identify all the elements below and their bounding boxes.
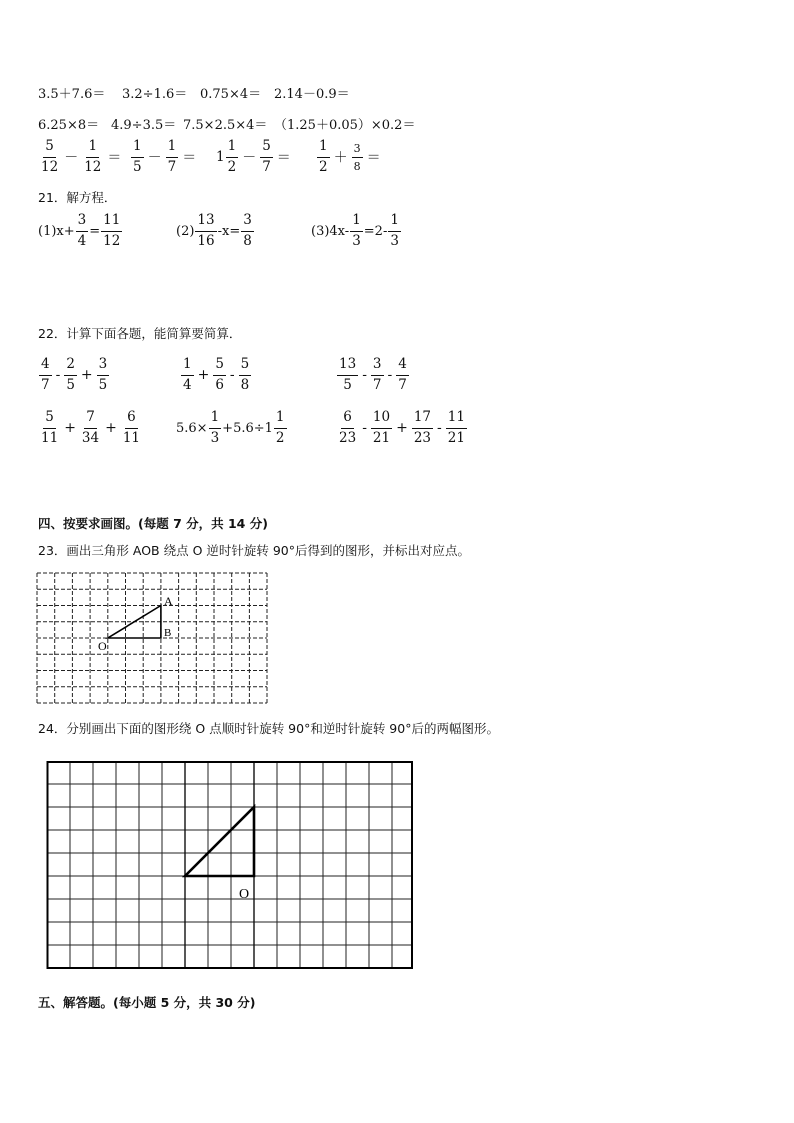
- fraction-calc: [316, 140, 384, 174]
- expression: [38, 411, 143, 445]
- operator: +: [80, 367, 93, 383]
- point-label-o: O: [239, 887, 250, 902]
- expression: [180, 358, 252, 392]
- fraction: $\frac{1}{3}$: [352, 212, 361, 249]
- fraction: $\frac{13}{16}$: [197, 212, 215, 249]
- calc-item: 6.25×8＝: [38, 118, 100, 133]
- calc-item: 4.9÷3.5＝: [111, 118, 177, 133]
- fraction: $\frac{3}{5}$: [98, 356, 108, 393]
- calc-item: 0.75×4＝: [200, 87, 262, 102]
- fraction: $\frac{10}{21}$: [372, 409, 391, 446]
- fraction: $\frac{1}{5}$: [133, 138, 142, 175]
- calc-item: 2.14－0.9＝: [274, 87, 350, 102]
- fraction: $\frac{11}{12}$: [103, 212, 121, 249]
- fraction: $\frac{1}{2}$: [319, 138, 328, 175]
- fraction: $\frac{1}{7}$: [167, 138, 177, 175]
- solid-grid-figure: [46, 760, 416, 972]
- equation-text: (1)x+: [38, 223, 75, 239]
- equation-text: =: [89, 223, 101, 239]
- equals: ＝: [366, 150, 381, 166]
- fraction: $\frac{5}{6}$: [215, 356, 224, 393]
- operator: ＋: [333, 150, 348, 166]
- equation-2: [176, 214, 255, 248]
- fraction: $\frac{5}{11}$: [41, 409, 59, 446]
- expression-text: +5.6÷1: [222, 420, 273, 436]
- equation-3: [311, 214, 402, 248]
- fraction: $\frac{2}{5}$: [66, 356, 75, 393]
- fraction-calc: [130, 140, 199, 174]
- fraction: $\frac{13}{5}$: [339, 356, 357, 393]
- fraction: $\frac{4}{7}$: [398, 356, 407, 393]
- equals: ＝: [276, 150, 291, 166]
- fraction: $\frac{1}{3}$: [390, 212, 399, 249]
- operator: -: [362, 367, 367, 383]
- fraction: $\frac{7}{34}$: [81, 409, 100, 446]
- operator: +: [64, 420, 76, 436]
- fraction: $\frac{6}{23}$: [339, 409, 357, 446]
- operator: +: [105, 420, 117, 436]
- fraction-calc: [38, 140, 124, 174]
- operator: -: [362, 420, 367, 436]
- fraction: $\frac{1}{2}$: [227, 138, 237, 175]
- expression: [336, 411, 468, 445]
- expression-text: 5.6×: [176, 420, 208, 436]
- whole-number: 1: [216, 149, 225, 165]
- fraction: $\frac{3}{8}$: [243, 212, 252, 249]
- operator: +: [396, 420, 408, 436]
- calc-item: 3.2÷1.6＝: [122, 87, 188, 102]
- fraction: $\frac{3}{4}$: [77, 212, 87, 249]
- equation-1: [38, 214, 123, 248]
- equals: ＝: [107, 150, 122, 166]
- equation-text: -x=: [217, 223, 241, 239]
- calc-item: （1.25＋0.05）×0.2＝: [274, 118, 416, 133]
- point-label-b: B: [164, 627, 172, 639]
- dashed-grid-figure: [36, 572, 270, 704]
- operator: -: [229, 367, 235, 383]
- operator: -: [437, 420, 442, 436]
- question-24-title: 24．分别画出下面的图形绕 O 点顺时针旋转 90°和逆时针旋转 90°后的两幅图形。: [38, 721, 499, 736]
- question-22-title: 22．计算下面各题，能简算要简算．: [38, 326, 242, 341]
- calc-item: 3.5＋7.6＝: [38, 87, 106, 102]
- operator: －: [242, 150, 257, 166]
- expression: [336, 358, 410, 392]
- equation-text: (3)4x-: [311, 223, 350, 239]
- fraction: $\frac{1}{4}$: [183, 356, 192, 393]
- fraction: $\frac{3}{7}$: [372, 356, 382, 393]
- operator: -: [387, 367, 393, 383]
- fraction: $\frac{5}{12}$: [41, 138, 59, 175]
- equation-text: =2-: [363, 223, 388, 239]
- fraction-calc: [216, 140, 294, 174]
- fraction: $\frac{1}{2}$: [275, 409, 285, 446]
- expression: [38, 358, 110, 392]
- fraction: $\frac{17}{23}$: [413, 409, 432, 446]
- section-5-heading: 五、解答题。(每小题 5 分，共 30 分): [38, 995, 256, 1010]
- fraction: $\frac{4}{7}$: [41, 356, 50, 393]
- calc-item: 7.5×2.5×4＝: [183, 118, 268, 133]
- expression: [176, 411, 288, 445]
- question-21-title: 21．解方程．: [38, 190, 117, 205]
- equals: ＝: [182, 150, 197, 166]
- operator: +: [197, 367, 210, 383]
- point-label-o: O: [98, 639, 107, 653]
- operator: －: [64, 150, 79, 166]
- fraction: $\frac{1}{12}$: [84, 138, 102, 175]
- point-label-a: A: [164, 594, 173, 608]
- section-4-heading: 四、按要求画图。(每题 7 分，共 14 分): [38, 516, 268, 531]
- operator: －: [147, 150, 162, 166]
- right-triangle: [185, 807, 254, 876]
- fraction: $\frac{6}{11}$: [122, 409, 141, 446]
- fraction: $\frac{11}{21}$: [447, 409, 465, 446]
- question-23-title: 23．画出三角形 AOB 绕点 O 逆时针旋转 90°后得到的图形，并标出对应点。: [38, 543, 471, 558]
- fraction: $\frac{1}{3}$: [210, 409, 220, 446]
- operator: -: [55, 367, 61, 383]
- fraction: $\frac{3}{8}$: [353, 141, 361, 173]
- equation-text: (2): [176, 223, 195, 239]
- fraction: $\frac{5}{8}$: [240, 356, 250, 393]
- fraction: $\frac{5}{7}$: [262, 138, 271, 175]
